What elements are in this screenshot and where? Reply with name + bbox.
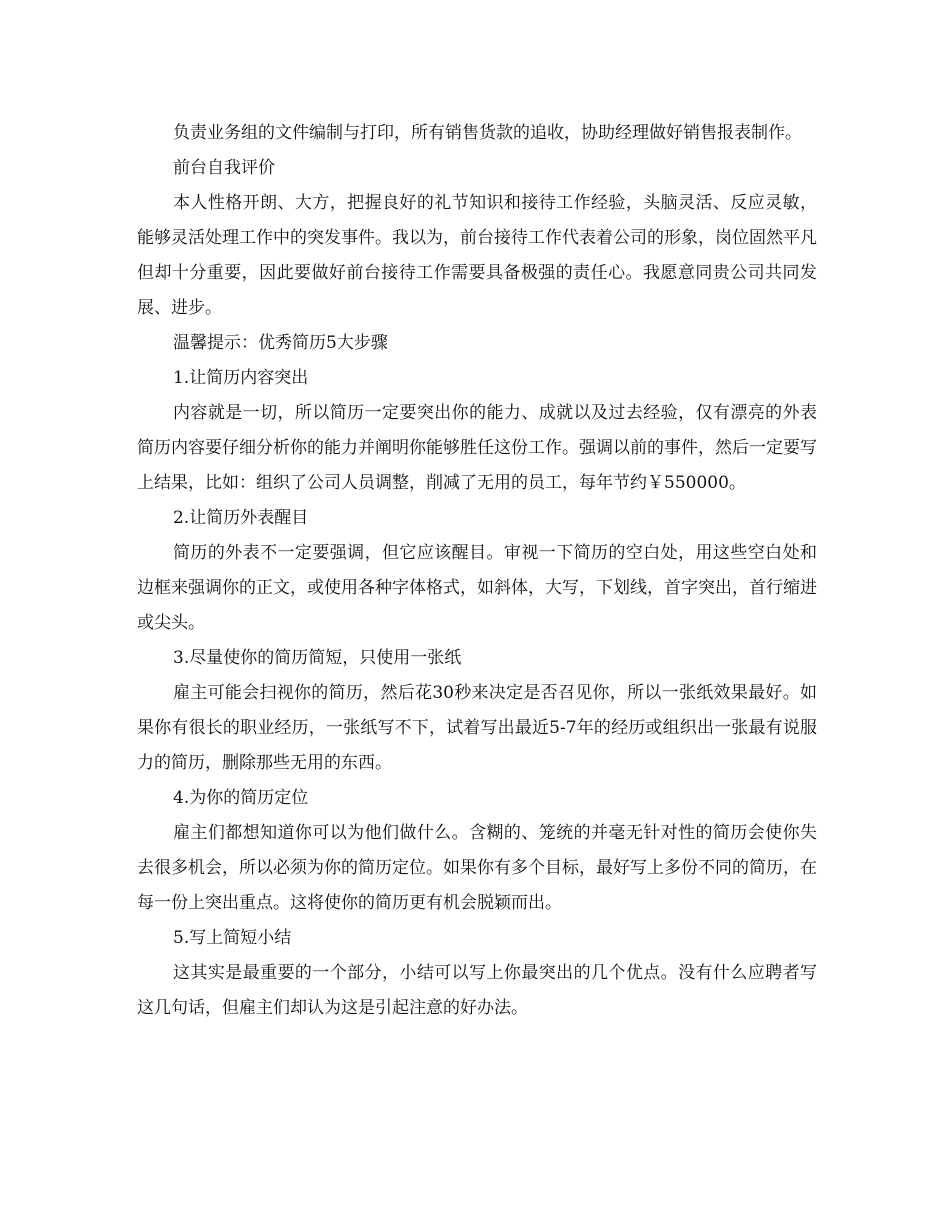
heading-step-2: 2.让简历外表醒目 [173, 508, 309, 528]
paragraph-step-3: 雇主可能会扫视你的简历，然后花30秒来决定是否召见你，所以一张纸效果最好。如果你有很长的职业经历，一张纸写不下，试着写出最近5-7年的经历或组织出一张最有说服力的简历，删除那些无用的东西。 [137, 683, 817, 773]
paragraph-duty: 负责业务组的文件编制与打印，所有销售货款的追收，协助经理做好销售报表制作。 [173, 123, 802, 143]
heading-step-4: 4.为你的简历定位 [173, 788, 309, 808]
heading-tips: 温馨提示：优秀简历5大步骤 [173, 333, 388, 353]
paragraph-step-1: 内容就是一切，所以简历一定要突出你的能力、成就以及过去经验，仅有漂亮的外表简历内容要仔细分析你的能力并阐明你能够胜任这份工作。强调以前的事件，然后一定要写上结果，比如：组织了公司人员调整，削减了无用的员工，每年节约￥550000。 [137, 403, 817, 493]
paragraph-step-5: 这其实是最重要的一个部分，小结可以写上你最突出的几个优点。没有什么应聘者写这几句话，但雇主们却认为这是引起注意的好办法。 [137, 963, 817, 1018]
heading-self-evaluation: 前台自我评价 [173, 158, 275, 178]
paragraph-self-evaluation: 本人性格开朗、大方，把握良好的礼节知识和接待工作经验，头脑灵活、反应灵敏，能够灵活处理工作中的突发事件。我以为，前台接待工作代表着公司的形象，岗位固然平凡但却十分重要，因此要做好前台接待工作需要具备极强的责任心。我愿意同贵公司共同发展、进步。 [137, 193, 817, 318]
document-body [137, 116, 817, 1026]
paragraph-step-4: 雇主们都想知道你可以为他们做什么。含糊的、笼统的并毫无针对性的简历会使你失去很多机会，所以必须为你的简历定位。如果你有多个目标，最好写上多份不同的简历，在每一份上突出重点。这将使你的简历更有机会脱颖而出。 [137, 823, 817, 913]
paragraph-step-2: 简历的外表不一定要强调，但它应该醒目。审视一下简历的空白处，用这些空白处和边框来强调你的正文，或使用各种字体格式，如斜体，大写，下划线，首字突出，首行缩进或尖头。 [137, 543, 817, 633]
heading-step-3: 3.尽量使你的简历简短，只使用一张纸 [173, 648, 462, 668]
heading-step-1: 1.让简历内容突出 [173, 368, 309, 388]
heading-step-5: 5.写上简短小结 [173, 928, 292, 948]
